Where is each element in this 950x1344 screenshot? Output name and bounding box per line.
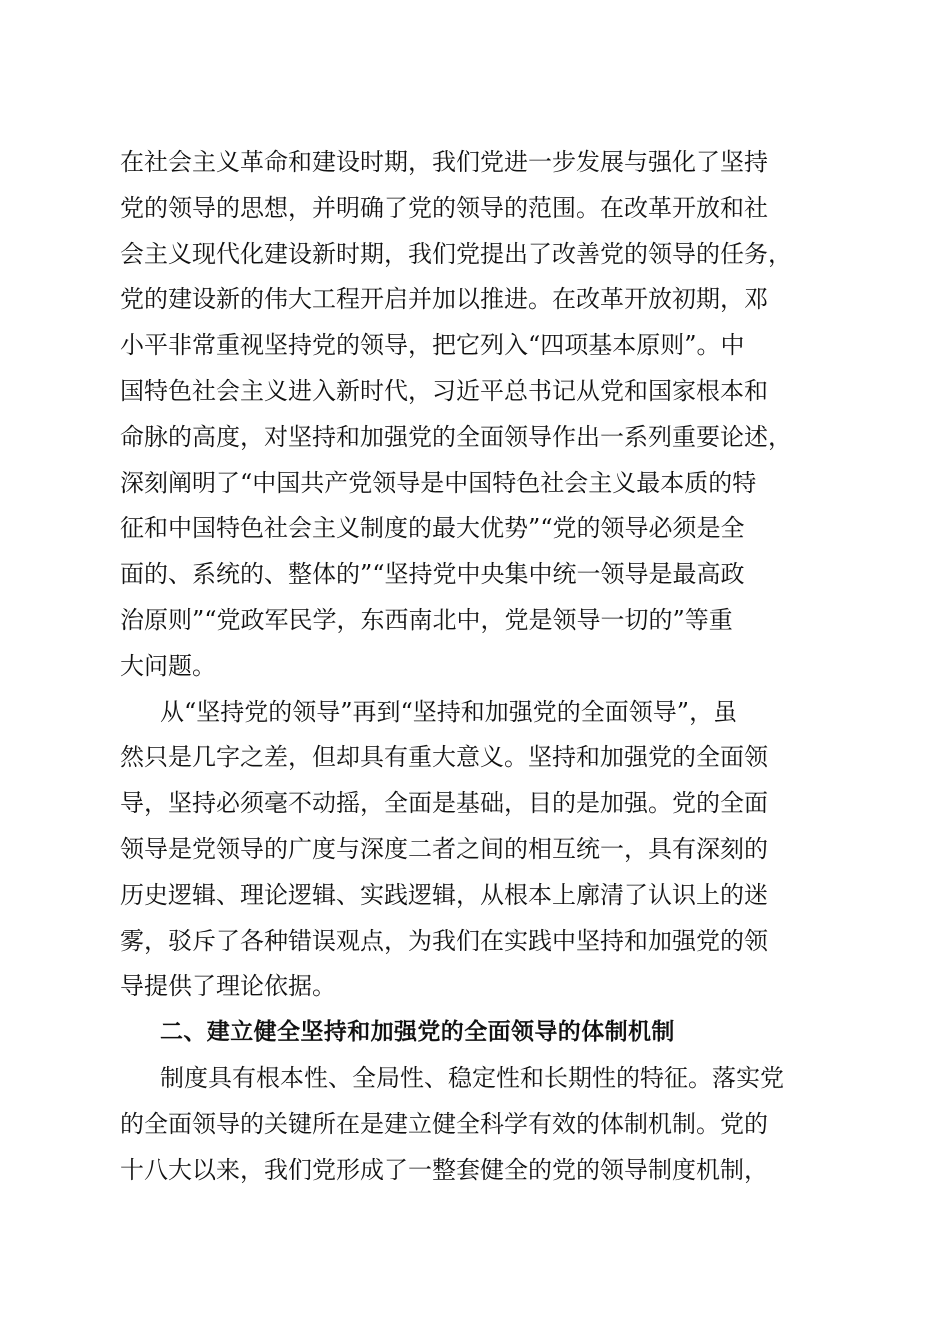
paragraph-line: 历史逻辑、理论逻辑、实践逻辑，从根本上廓清了认识上的迷 — [120, 880, 768, 909]
paragraph-line: 大问题。 — [120, 651, 216, 680]
section-heading: 二、建立健全坚持和加强党的全面领导的体制机制 — [160, 1019, 675, 1046]
paragraph-line: 会主义现代化建设新时期，我们党提出了改善党的领导的任务， — [120, 239, 792, 268]
paragraph-line: 国特色社会主义进入新时代，习近平总书记从党和国家根本和 — [120, 376, 768, 405]
paragraph-line: 在社会主义革命和建设时期，我们党进一步发展与强化了坚持 — [120, 148, 768, 176]
paragraph-line: 从“坚持党的领导”再到“坚持和加强党的全面领导”，虽 — [160, 697, 738, 726]
paragraph-line: 导，坚持必须毫不动摇，全面是基础，目的是加强。党的全面 — [120, 789, 768, 818]
paragraph-line: 征和中国特色社会主义制度的最大优势”“党的领导必须是全 — [120, 514, 745, 543]
paragraph-line: 命脉的高度，对坚持和加强党的全面领导作出一系列重要论述， — [120, 422, 792, 451]
document-body — [120, 140, 832, 1193]
paragraph-1 — [120, 140, 832, 690]
paragraph-line: 雾，驳斥了各种错误观点，为我们在实践中坚持和加强党的领 — [120, 926, 768, 955]
paragraph-2 — [120, 690, 832, 1011]
paragraph-3 — [120, 1056, 832, 1193]
paragraph-line: 然只是几字之差，但却具有重大意义。坚持和加强党的全面领 — [120, 743, 768, 772]
paragraph-line: 十八大以来，我们党形成了一整套健全的党的领导制度机制， — [120, 1155, 768, 1184]
paragraph-line: 党的建设新的伟大工程开启并加以推进。在改革开放初期，邓 — [120, 285, 768, 314]
paragraph-line: 制度具有根本性、全局性、稳定性和长期性的特征。落实党 — [160, 1063, 784, 1092]
paragraph-line: 深刻阐明了“中国共产党领导是中国特色社会主义最本质的特 — [120, 468, 757, 497]
paragraph-line: 面的、系统的、整体的”“坚持党中央集中统一领导是最高政 — [120, 560, 745, 589]
paragraph-line: 领导是党领导的广度与深度二者之间的相互统一，具有深刻的 — [120, 834, 768, 863]
paragraph-line: 导提供了理论依据。 — [120, 972, 336, 1001]
paragraph-line: 小平非常重视坚持党的领导，把它列入“四项基本原则”。中 — [120, 331, 745, 360]
paragraph-line: 党的领导的思想，并明确了党的领导的范围。在改革开放和社 — [120, 193, 768, 222]
paragraph-line: 治原则”“党政军民学，东西南北中，党是领导一切的”等重 — [120, 605, 733, 634]
paragraph-line: 的全面领导的关键所在是建立健全科学有效的体制机制。党的 — [120, 1109, 768, 1138]
